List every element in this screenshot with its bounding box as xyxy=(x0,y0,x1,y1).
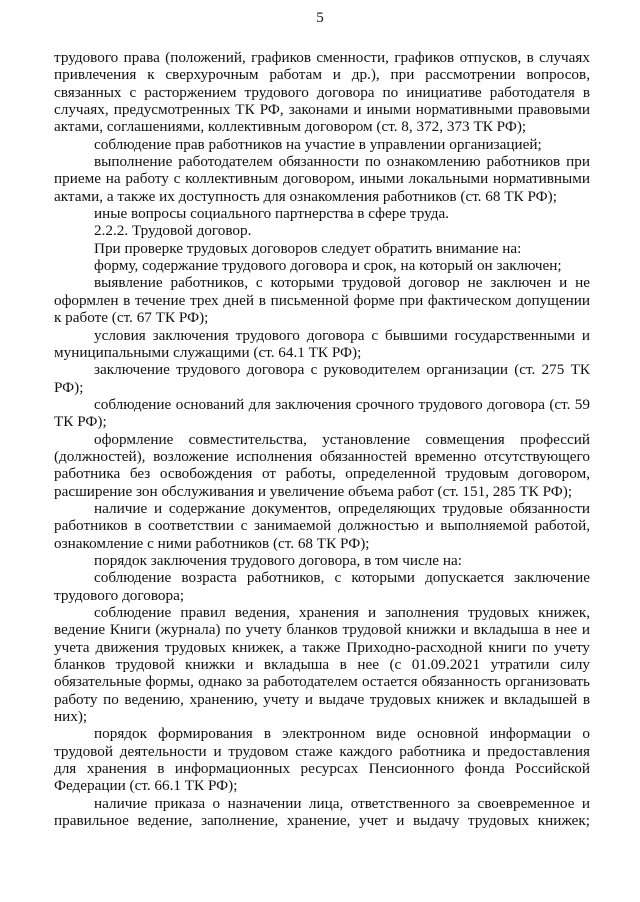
paragraph: порядок заключения трудового договора, в том числе на: xyxy=(94,551,462,569)
paragraph: выполнение работодателем обязанности по ознакомлению работников при приеме на работу с коллективным договором, иными локальными нормативными актами, а также их доступность для ознакомления работников (ст. 68 ТК РФ); xyxy=(54,153,590,205)
page-number: 5 xyxy=(316,10,324,26)
paragraph: оформление совместительства, установление совмещения профессий (должностей), возложение исполнения обязанностей временно отсутствующего работника без освобождения от работы, определенной трудовым договором, расширение зон обслуживания и увеличение объема работ (ст. 151, 285 ТК РФ); xyxy=(54,430,590,500)
paragraph: выявление работников, с которыми трудовой договор не заключен и не оформлен в течение трех дней в письменной форме при фактическом допущении к работе (ст. 67 ТК РФ); xyxy=(54,274,590,327)
paragraph: условия заключения трудового договора с бывшими государственными и муниципальными служащими (ст. 64.1 ТК РФ); xyxy=(54,326,590,361)
paragraph: наличие и содержание документов, определяющих трудовые обязанности работников в соответствии с занимаемой должностью и выполняемой работой, ознакомление с ними работников (ст. 68 ТК РФ); xyxy=(54,499,590,552)
paragraph: При проверке трудовых договоров следует обратить внимание на: xyxy=(94,239,522,257)
paragraph: трудового права (положений, графиков сменности, графиков отпусков, в случаях привлечения к сверхурочным работам и др.), при рассмотрении вопросов, связанных с расторжением трудового договора по инициативе работодателя в случаях, предусмотренных ТК РФ, законами и иными нормативными правовыми актами, соглашениями, коллективным договором (ст. 8, 372, 373 ТК РФ); xyxy=(54,49,590,136)
paragraph: форму, содержание трудового договора и срок, на который он заключен; xyxy=(94,257,562,275)
paragraph: соблюдение прав работников на участие в управлении организацией; xyxy=(94,135,542,153)
body-text xyxy=(54,49,590,829)
paragraph: соблюдение возраста работников, с которыми допускается заключение трудового договора; xyxy=(54,569,590,604)
paragraph: заключение трудового договора с руководителем организации (ст. 275 ТК РФ); xyxy=(54,361,590,396)
paragraph: соблюдение оснований для заключения срочного трудового договора (ст. 59 ТК РФ); xyxy=(54,395,590,431)
paragraph: иные вопросы социального партнерства в сфере труда. xyxy=(94,205,449,223)
paragraph: наличие приказа о назначении лица, ответственного за своевременное и правильное ведение, заполнение, хранение, учет и выдачу трудовых книжек; xyxy=(54,794,590,830)
paragraph: порядок формирования в электронном виде основной информации о трудовой деятельности и трудовом стаже каждого работника и предоставления для хранения в информационных ресурсах Пенсионного фонда Российской Федерации (ст. 66.1 ТК РФ); xyxy=(54,725,590,795)
paragraph: соблюдение правил ведения, хранения и заполнения трудовых книжек, ведение Книги (журнала) по учету бланков трудовой книжки и вкладыша в нее и учета движения трудовых книжек, а также Приходно-расходной книги по учету бланков трудовой книжки и вкладыша в нее (с 01.09.2021 утратили силу обязательные формы, однако за работодателем остается обязанность организовать работу по ведению, хранению, учету и выдаче трудовых книжек и вкладышей в них); xyxy=(54,604,590,726)
section-heading: 2.2.2. Трудовой договор. xyxy=(94,222,252,240)
